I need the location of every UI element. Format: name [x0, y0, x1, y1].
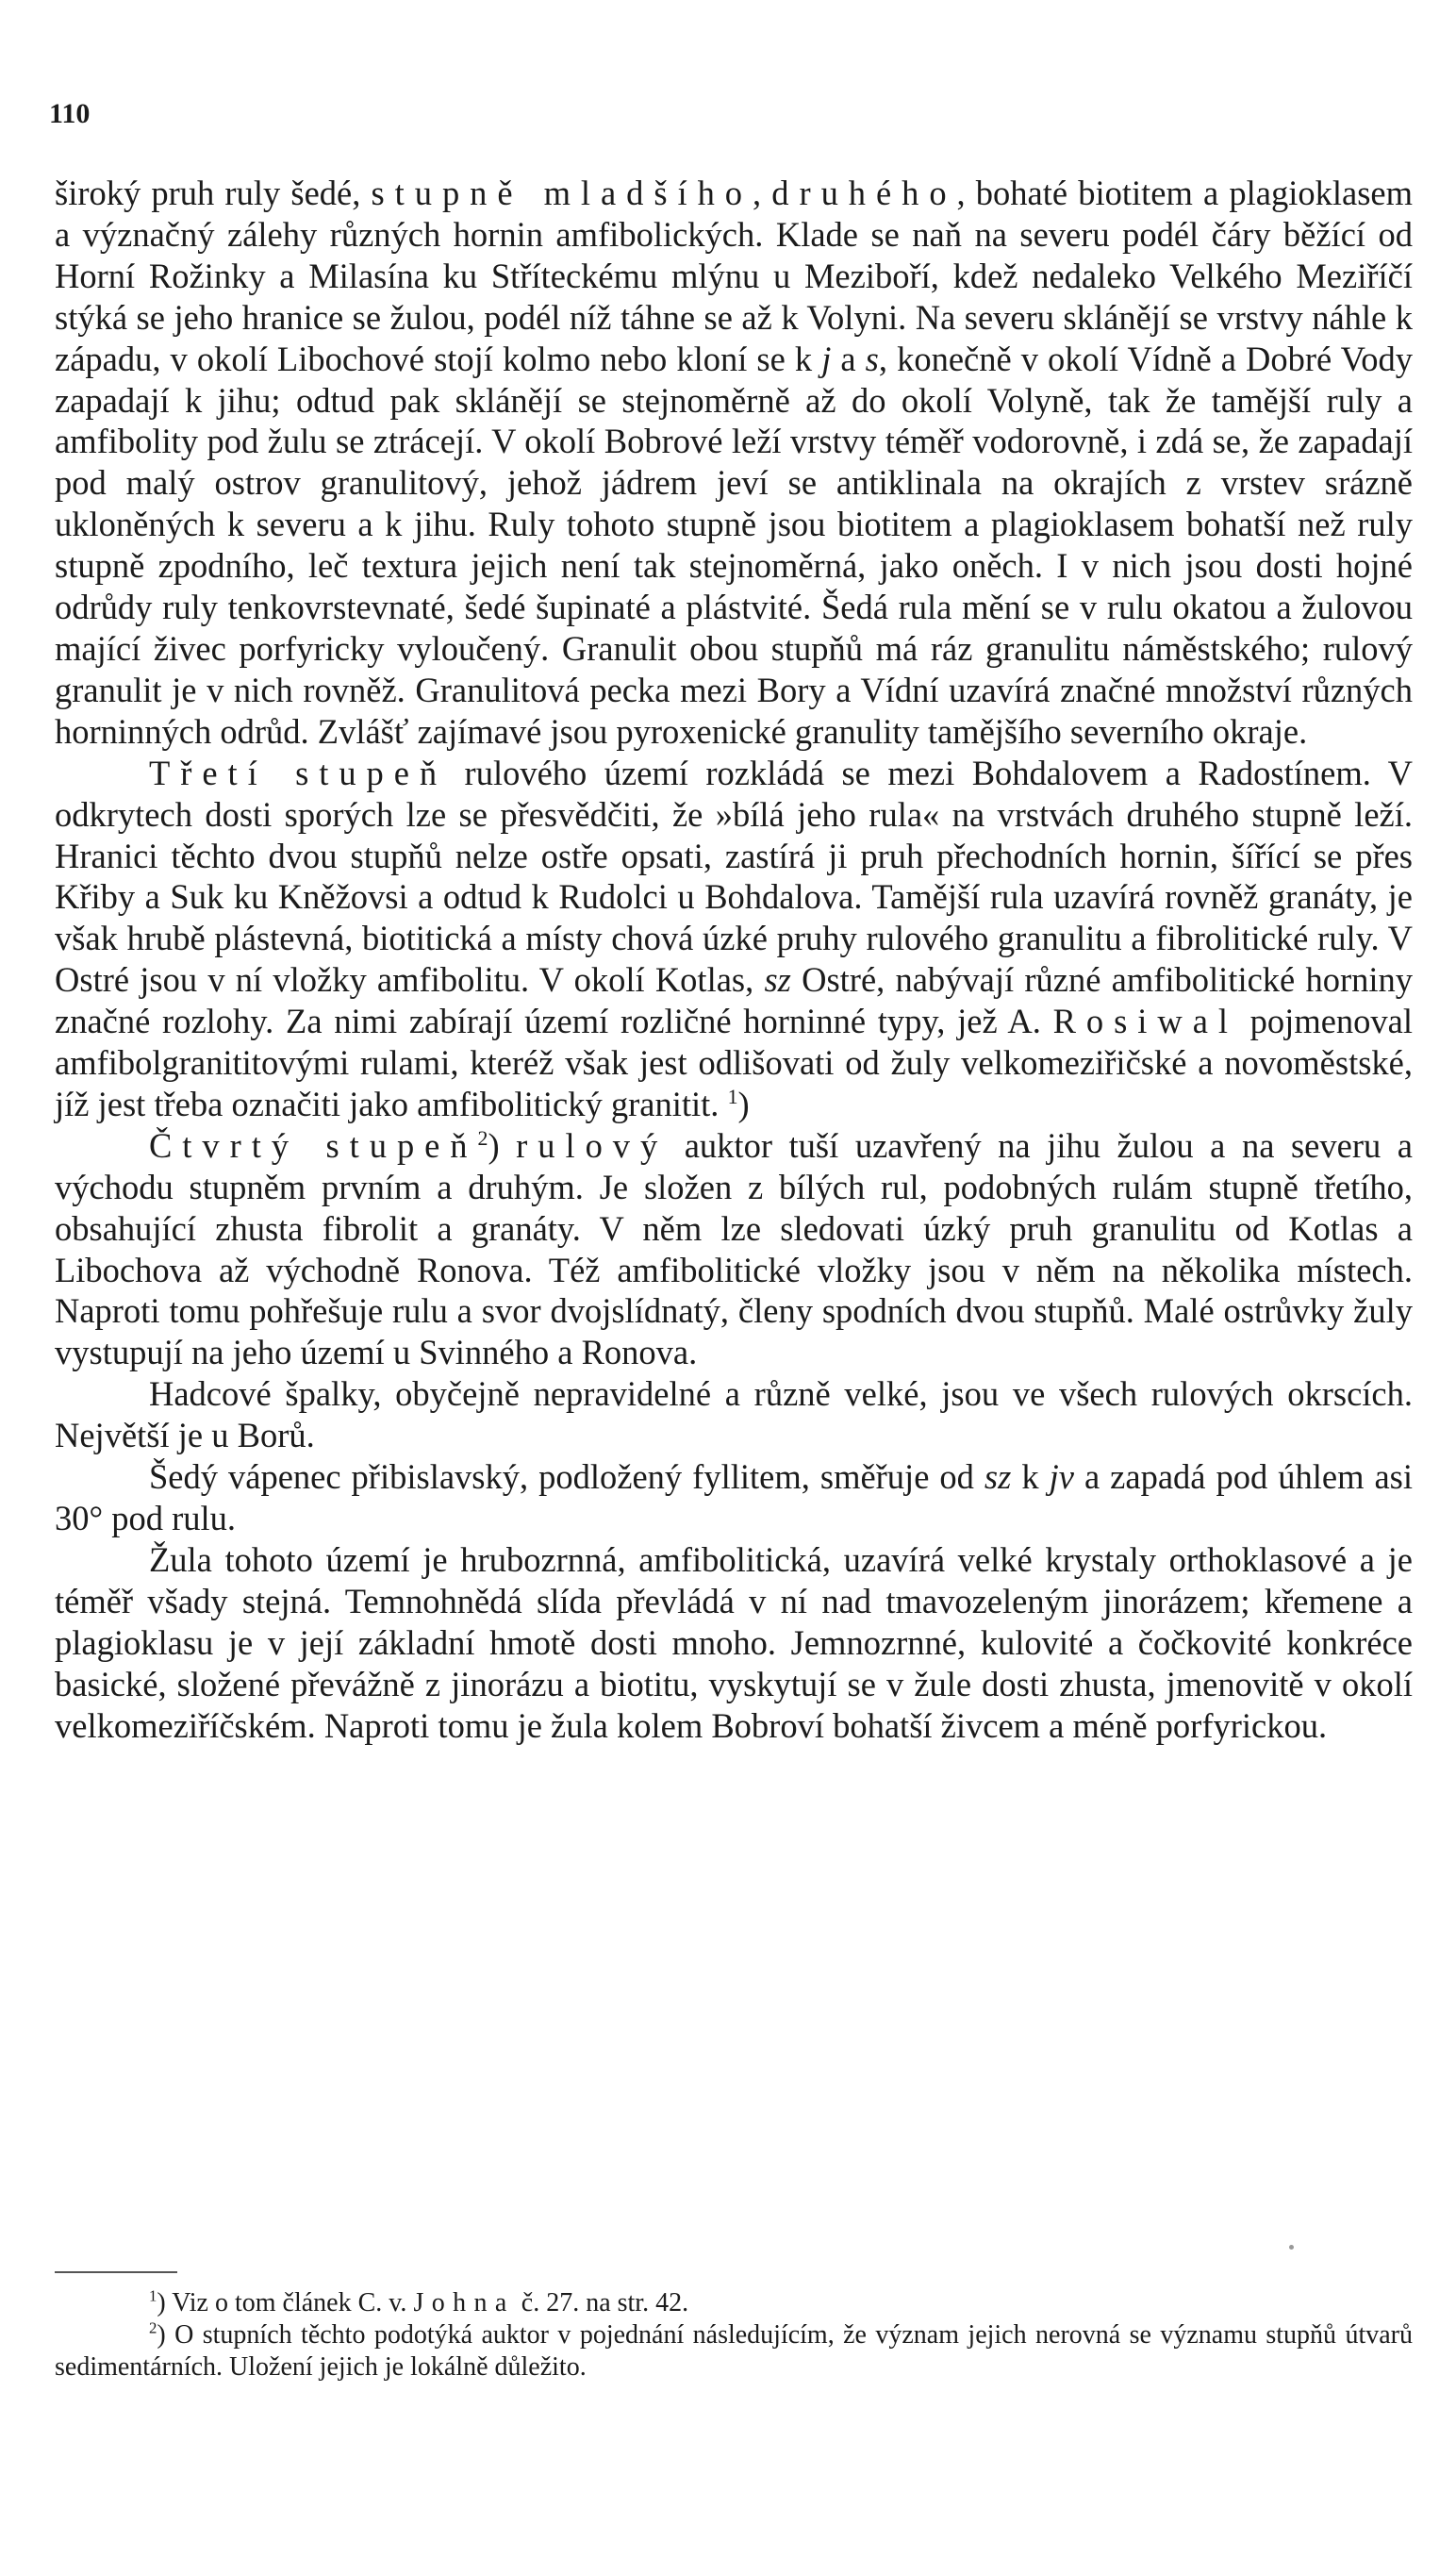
paragraph-3	[55, 1125, 1413, 1373]
spaced-emphasis: stupně mladšího	[371, 174, 753, 212]
text-run: )	[737, 1084, 750, 1123]
spaced-emphasis: Čtvrtý stupeň	[149, 1125, 478, 1165]
spaced-emphasis: Johna	[413, 2288, 515, 2317]
text-run: a	[831, 339, 866, 378]
paragraph-2	[55, 753, 1413, 1125]
page-number: 110	[49, 98, 91, 129]
text-run: , konečně v okolí Vídně a Dobré Vody zapadají k jihu; odtud pak sklánějí se stejnoměrně až do okolí Volyně, tak že tamější ruly a amfibolity pod žulu se ztrácejí. V okolí Bobrové leží vrstvy téměř vodorovně, i zdá se, že zapadají pod malý ostrov granulitový, jehož jádrem jeví se antiklinala na okrajích z vrstev srázně ukloněných k severu a k jihu. Ruly tohoto stupně jsou biotitem a plagioklasem bohatší než ruly stupně zpodního, leč textura jejich není tak stejnoměrná, jako oněch. I v nich jsou dosti hojné odrůdy ruly tenkovrstevnaté, šedé šupinaté a plástvité. Šedá rula mění se v rulu okatou a žulovou mající živec porfyricky vyloučený. Granulit obou stupňů má ráz granulitu náměstského; rulový granulit je v nich rovněž. Granulitová pecka mezi Bory a Vídní uzavírá značné množství různých horninných odrůd. Zvlášť zajímavé jsou pyroxenické granulity tamějšího severního okraje.	[55, 339, 1413, 751]
text-run: Ostré, nabývají různé amfibolitické horniny značné rozlohy. Za nimi zabírají území rozličné horninné typy, jež A.	[55, 960, 1413, 1041]
text-run: pojmenoval amfibolgranititovými rulami, kteréž však jest odlišovati od žuly velkomeziřičské a novoměstské, jíž jest třeba označiti jako amfibolitický granitit.	[55, 1002, 1413, 1123]
text-run: ) O stupních těchto podotýká auktor v pojednání následujícím, že význam jejich nerovná se významu stupňů útvarů sedimentárních. Uložení jejich je lokálně důležito.	[55, 2320, 1413, 2382]
text-run: Šedý vápenec přibislavský, podložený fyllitem, směřuje od	[149, 1457, 984, 1497]
footnote-ref: 2	[149, 2318, 157, 2337]
spaced-emphasis: Rosiwal	[1052, 1002, 1238, 1041]
italic-text: j	[821, 339, 832, 378]
stray-dot-mark	[1289, 2245, 1294, 2250]
italic-text: sz	[984, 1457, 1012, 1497]
footnote-2	[55, 2319, 1413, 2384]
footnote-ref: 2	[477, 1125, 488, 1150]
footnote-ref: 1	[727, 1084, 738, 1108]
footnotes	[55, 2287, 1413, 2384]
text-run: , bohaté biotitem a plagioklasem a význačný zálehy různých hornin amfibolických. Klade se naň na severu podél čáry běžící od Horní Rožinky a Milasína ku Stříteckému mlýnu u Meziboří, kdež nedaleko Velkého Meziříčí stýká se jeho hranice se žulou, podél níž táhne se až k Volyni. Na severu sklánějí se vrstvy náhle k západu, v okolí Libochové stojí kolmo nebo kloní se k	[55, 174, 1413, 378]
footnote-separator	[55, 2271, 177, 2273]
footnote-ref: 1	[149, 2286, 157, 2305]
text-run: rulového území rozkládá se mezi Bohdalovem a Radostínem. V odkrytech dosti sporých lze se přesvědčiti, že »bílá jeho rula« na vrstvách druhého stupně leží. Hranici těchto dvou stupňů nelze ostře opsati, zastírá ji pruh přechodních hornin, šířící se přes Křiby a Suk ku Kněžovsi a odtud k Rudolci u Bohdalova. Tamější rula uzavírá rovněž granáty, je však hrubě plástevná, biotitická a místy chová úzké pruhy rulového granulitu a fibrolitické ruly. V Ostré jsou v ní vložky amfibolitu. V okolí Kotlas,	[55, 753, 1413, 1000]
paragraph-6	[55, 1539, 1413, 1747]
paragraph-4	[55, 1373, 1413, 1456]
body-text	[55, 173, 1413, 1746]
text-run: k	[1011, 1457, 1050, 1497]
text-run: široký pruh ruly šedé,	[55, 174, 372, 212]
text-run: č. 27. na str. 42.	[514, 2288, 689, 2317]
spaced-emphasis: Třetí stupeň	[149, 753, 448, 792]
text-run: ) Viz o tom článek C. v.	[157, 2288, 414, 2317]
text-run: Hadcové špalky, obyčejně nepravidelné a různě velké, jsou ve všech rulových okrscích. Největší je u Borů.	[55, 1374, 1413, 1455]
text-run: auktor tuší uzavřený na jihu žulou a na severu a východu stupněm prvním a druhým. Je složen z bílých rul, podobných rulám stupně třetího, obsahující zhusta fibrolit a granáty. V něm lze sledovati úzký pruh granulitu od Kotlas a Libochova až východně Ronova. Též amfibolitické vložky jsou v něm na několika místech. Naproti tomu pohřešuje rulu a svor dvojslídnatý, členy spodních dvou stupňů. Malé ostrůvky žuly vystupují na jeho území u Svinného a Ronova.	[55, 1125, 1413, 1372]
spaced-emphasis: rulový	[516, 1125, 669, 1165]
italic-text: sz	[764, 960, 791, 1000]
spaced-emphasis: druhého	[771, 174, 957, 212]
paragraph-1	[55, 173, 1413, 753]
italic-text: s	[865, 339, 879, 378]
text-run: ,	[753, 174, 772, 212]
text-run: Žula tohoto území je hrubozrnná, amfibolitická, uzavírá velké krystaly orthoklasové a je téměř všady stejná. Temnohnědá slída převládá v ní nad tmavozeleným jinorázem; křemene a plagioklasu je v její základní hmotě dosti mnoho. Jemnozrnné, kulovité a čočkovité konkréce basické, složené převážně z jinorázu a biotitu, vyskytují se v žule dosti zhusta, jmenovitě v okolí velkomeziříčském. Naproti tomu je žula kolem Bobroví bohatší živcem a méně porfyrickou.	[55, 1539, 1413, 1745]
italic-text: jv	[1049, 1457, 1074, 1497]
text-run: )	[488, 1125, 517, 1165]
paragraph-5	[55, 1456, 1413, 1539]
text-run: a zapadá pod úhlem asi 30° pod rulu.	[55, 1457, 1414, 1537]
footnote-1	[55, 2287, 1413, 2319]
